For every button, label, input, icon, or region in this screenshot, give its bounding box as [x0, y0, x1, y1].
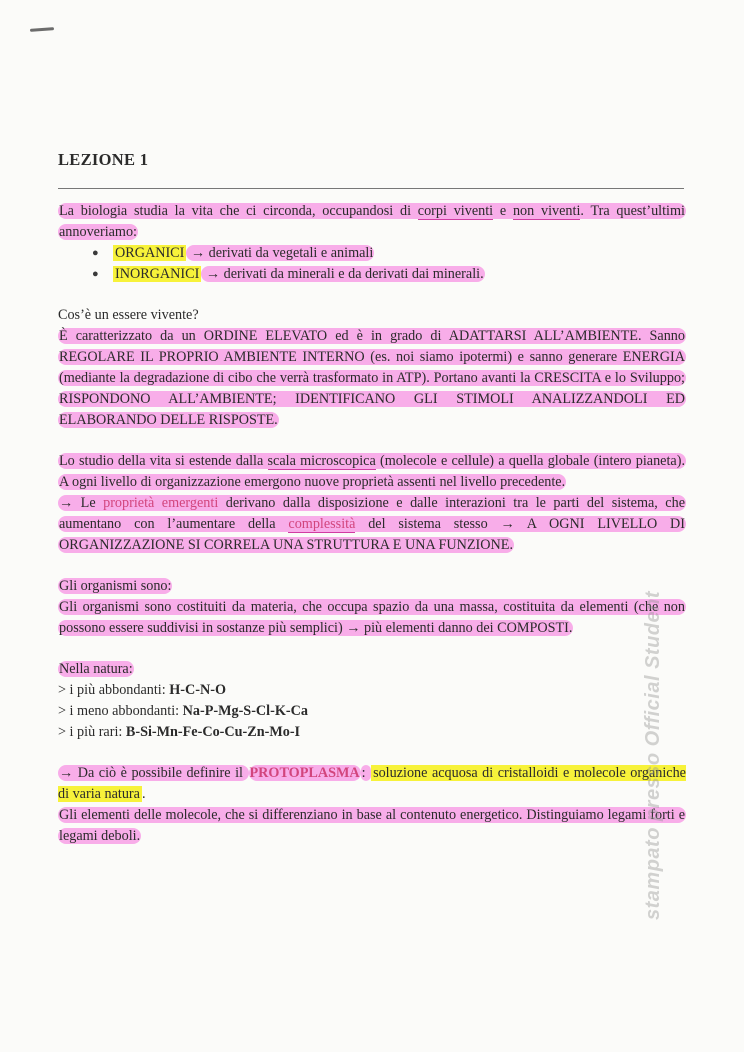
protoplasm-paragraph: → Da ciò è possibile definire il PROTOPLASMA : soluzione acquosa di cristalloidi e molecole organiche di varia natura . [58, 765, 686, 802]
elements-row: > i meno abbondanti: Na-P-Mg-S-Cl-K-Ca [58, 703, 308, 719]
organisms-heading: Gli organismi sono: [59, 578, 172, 594]
section-question: Cos’è un essere vivente? [58, 307, 199, 323]
list-item: ● ORGANICI → derivati da vegetali e animali [113, 243, 686, 264]
nature-heading: Nella natura: [59, 661, 133, 677]
elements-row: > i più abbondanti: H-C-N-O [58, 682, 226, 698]
organisms-paragraph: Gli organismi sono costituiti da materia, che occupa spazio da una massa, costituita da elementi (che non possono essere suddivisi in sostanze più semplici) → più elementi danno dei COMPOSTI. [59, 599, 685, 636]
watermark: stampato presso Official Student [642, 590, 664, 920]
bonds-paragraph: Gli elementi delle molecole, che si differenziano in base al contenuto energetico. Distinguiamo legami forti e legami deboli. [59, 807, 685, 844]
living-being-paragraph: È caratterizzato da un ORDINE ELEVATO ed è in grado di ADATTARSI ALL’AMBIENTE. Sanno REGOLARE IL PROPRIO AMBIENTE INTERNO (es. noi siamo ipotermi) e sanno generare ENERGIA (mediante la degradazione di cibo che verrà trasformato in ATP). Portano avanti la CRESCITA e lo Sviluppo; RISPONDONO ALL’AMBIENTE; IDENTIFICANO GLI STIMOLI ANALIZZANDOLI ED ELABORANDO DELLE RISPOSTE. [59, 328, 685, 428]
study-highlight: Lo studio della vita si estende dalla scala microscopica (molecole e cellule) a quella globale (intero pianeta). A ogni livello di organizzazione emergono nuove proprietà assenti nel livello precedente. [59, 453, 685, 490]
intro-paragraph [58, 201, 686, 243]
study-paragraph [58, 451, 686, 493]
elements-row: > i più rari: B-Si-Mn-Fe-Co-Cu-Zn-Mo-I [58, 724, 301, 740]
emergent-properties-paragraph [58, 493, 686, 556]
document-page [58, 150, 686, 847]
intro-highlight: La biologia studia la vita che ci circonda, occupandosi di corpi viventi e non viventi. Tra quest’ultimi annoveriamo: [59, 203, 685, 240]
scan-mark [30, 27, 54, 32]
page-title: LEZIONE 1 [58, 150, 149, 169]
list-item: ● INORGANICI → derivati da minerali e da derivati dai minerali. [113, 264, 686, 285]
emergent-highlight: → Le proprietà emergenti derivano dalla disposizione e dalle interazioni tra le parti del sistema, che aumentano con l’aumentare della complessità del sistema stesso → A OGNI LIVELLO DI ORGANIZZAZIONE SI CORRELA UNA STRUTTURA E UNA FUNZIONE. [59, 495, 686, 553]
bullet-list [58, 243, 686, 285]
